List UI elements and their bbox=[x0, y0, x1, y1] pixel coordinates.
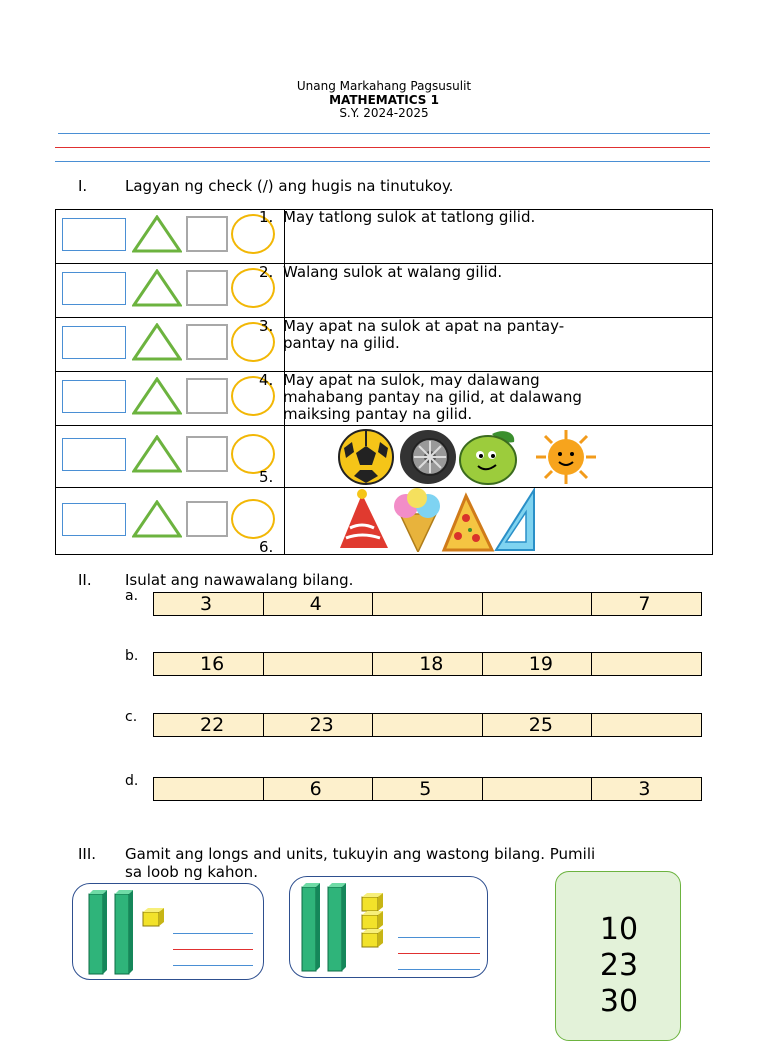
blocks-box-1 bbox=[72, 883, 264, 980]
rectangle-option[interactable] bbox=[62, 503, 126, 536]
row5-pictures bbox=[336, 428, 604, 486]
number-cell: 3 bbox=[638, 778, 651, 800]
number-cell: 7 bbox=[638, 593, 651, 615]
sun-icon bbox=[536, 430, 596, 484]
triangle-option[interactable] bbox=[132, 435, 182, 473]
divider-blue-bottom bbox=[55, 161, 710, 162]
number-row bbox=[153, 777, 702, 801]
section2-number: II. bbox=[78, 571, 92, 589]
rectangle-option[interactable] bbox=[62, 326, 126, 359]
row-letter: d. bbox=[125, 773, 139, 789]
unit-block bbox=[362, 893, 383, 911]
tire-icon bbox=[400, 430, 456, 484]
circle-option[interactable] bbox=[231, 499, 275, 539]
long-block bbox=[328, 883, 346, 971]
square-option[interactable] bbox=[186, 436, 228, 472]
divider-red bbox=[55, 147, 710, 148]
number-cell: 16 bbox=[154, 653, 264, 675]
ice-cream-cone-icon bbox=[394, 488, 440, 552]
choice-2: 23 bbox=[599, 948, 639, 983]
number-cell: 23 bbox=[264, 714, 374, 736]
rectangle-option[interactable] bbox=[62, 272, 126, 305]
section3-number: III. bbox=[78, 845, 97, 863]
answer-line bbox=[398, 953, 480, 954]
number-row bbox=[153, 713, 702, 737]
question-6-number: 6. bbox=[259, 538, 274, 556]
question-1: 1. May tatlong sulok at tatlong gilid. bbox=[259, 208, 536, 226]
blank-number-cell[interactable] bbox=[592, 714, 701, 736]
blank-number-cell[interactable] bbox=[592, 653, 701, 675]
triangle-option[interactable] bbox=[132, 500, 182, 538]
question-3: 3. May apat na sulok at apat na pantay- pantay na gilid. bbox=[259, 317, 565, 352]
section2-instruction: Isulat ang nawawalang bilang. bbox=[125, 571, 354, 589]
base-ten-blocks-2 bbox=[300, 883, 400, 975]
rectangle-option[interactable] bbox=[62, 380, 126, 413]
section1-number: I. bbox=[78, 177, 88, 195]
number-cell: 22 bbox=[154, 714, 264, 736]
triangle-option[interactable] bbox=[132, 215, 182, 253]
question-2: 2. Walang sulok at walang gilid. bbox=[259, 263, 503, 281]
triangle-option[interactable] bbox=[132, 323, 182, 361]
choices-box bbox=[555, 871, 681, 1041]
square-option[interactable] bbox=[186, 270, 228, 306]
number-row bbox=[153, 592, 702, 616]
rectangle-option[interactable] bbox=[62, 218, 126, 251]
blank-number-cell[interactable] bbox=[483, 593, 593, 615]
blank-number-cell[interactable] bbox=[264, 653, 374, 675]
row-letter: a. bbox=[125, 588, 139, 604]
number-cell: 25 bbox=[483, 714, 593, 736]
unit-block bbox=[362, 929, 383, 947]
triangle-ruler-icon bbox=[496, 490, 534, 550]
triangle-option[interactable] bbox=[132, 269, 182, 307]
school-year: S.Y. 2024-2025 bbox=[339, 106, 429, 120]
long-block bbox=[115, 890, 133, 974]
blocks-box-2 bbox=[289, 876, 488, 978]
rectangle-option[interactable] bbox=[62, 438, 126, 471]
soccer-ball-icon bbox=[339, 430, 393, 484]
blank-number-cell[interactable] bbox=[483, 778, 593, 800]
exam-title: Unang Markahang Pagsusulit bbox=[296, 79, 472, 93]
answer-line bbox=[173, 965, 253, 966]
long-block bbox=[302, 883, 320, 971]
long-block bbox=[89, 890, 107, 974]
blank-number-cell[interactable] bbox=[373, 593, 483, 615]
choice-1: 10 bbox=[599, 912, 639, 947]
number-cell: 4 bbox=[264, 593, 374, 615]
answer-line bbox=[173, 949, 253, 950]
number-row bbox=[153, 652, 702, 676]
row6-pictures bbox=[338, 488, 538, 552]
number-cell: 6 bbox=[264, 778, 374, 800]
section3-instruction: Gamit ang longs and units, tukuyin ang wastong bilang. Pumili sa loob ng kahon. bbox=[125, 845, 596, 881]
number-cell: 18 bbox=[373, 653, 483, 675]
blank-number-cell[interactable] bbox=[154, 778, 264, 800]
triangle-option[interactable] bbox=[132, 377, 182, 415]
section1-instruction: Lagyan ng check (/) ang hugis na tinutukoy. bbox=[125, 177, 454, 195]
answer-line bbox=[398, 937, 480, 938]
pizza-slice-icon bbox=[444, 496, 492, 550]
number-cell: 5 bbox=[373, 778, 483, 800]
square-option[interactable] bbox=[186, 378, 228, 414]
square-option[interactable] bbox=[186, 324, 228, 360]
question-5-number: 5. bbox=[259, 468, 274, 486]
divider-blue-top bbox=[58, 133, 710, 134]
blank-number-cell[interactable] bbox=[373, 714, 483, 736]
row-letter: c. bbox=[125, 709, 138, 725]
question-4: 4. May apat na sulok, may dalawang mahabang pantay na gilid, at dalawang maiksing pantay na gilid. bbox=[259, 371, 582, 423]
apple-icon bbox=[460, 431, 516, 484]
unit-block bbox=[143, 908, 164, 926]
square-option[interactable] bbox=[186, 216, 228, 252]
unit-block bbox=[362, 911, 383, 929]
square-option[interactable] bbox=[186, 501, 228, 537]
number-cell: 19 bbox=[483, 653, 593, 675]
subject-title: MATHEMATICS 1 bbox=[329, 93, 439, 107]
base-ten-blocks-1 bbox=[87, 890, 177, 978]
choice-3: 30 bbox=[599, 984, 639, 1019]
number-cell: 3 bbox=[154, 593, 264, 615]
answer-line bbox=[398, 969, 480, 970]
party-hat-icon bbox=[340, 489, 388, 548]
answer-line bbox=[173, 933, 253, 934]
row-letter: b. bbox=[125, 648, 139, 664]
